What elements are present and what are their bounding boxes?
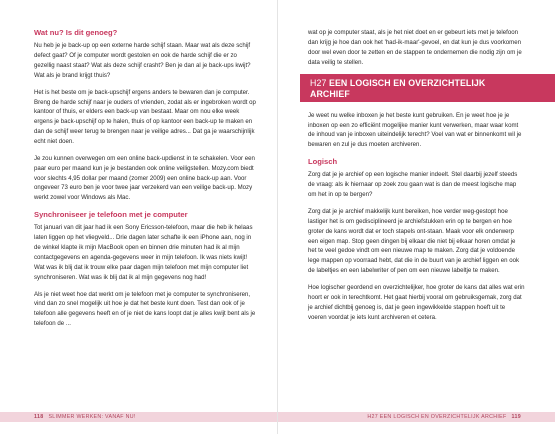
heading-wat-nu: Wat nu? Is dit genoeg? (34, 28, 118, 37)
paragraph: Je zou kunnen overwegen om een online back-updienst in te schakelen. Voor een paar euro per maand kun je je bestanden ook online veiligstellen. Mozy.com biedt voor slechts 4,95 dollar per maand (zomer 2009) een online back-up aan. Voor ongeveer 73 euro ben je voor twee jaar verzekerd van een veilige back-up. Mozy werkt zowel voor Windows als Mac. (34, 154, 255, 202)
paragraph: Nu heb je je back-up op een externe harde schijf staan. Maar wat als deze schijf defect gaat? Of je computer wordt gestolen en ook de harde schijf die er zo gezellig naast staat? Wat als deze schijf crasht? Ben je dan al je back-ups kwijt? Wat als je brand krijgt thuis? (34, 42, 251, 79)
paragraph: Als je niet weet hoe dat werkt om je telefoon met je computer te synchroniseren, vind dan zo snel mogelijk uit hoe je dat het beste kunt doen. Test dan ook of je telefoon alle gegevens heeft en of je niet de kans loopt dat je alles kwijt bent als je telefoon de ... (34, 290, 256, 328)
paragraph: Wat was ik blij dat ik trouw elke paar dagen mijn telefoon met mijn computer liet synchroniseren. Wat was ik blij dat ik al mijn gegevens nog had! (34, 263, 249, 281)
running-title-left: SLIMMER WERKEN: VANAF NU! (48, 414, 136, 420)
page-number-left: 118 (34, 414, 44, 420)
chapter-number: H27 (310, 78, 327, 89)
chapter-title-line-1: EEN LOGISCH EN OVERZICHTELIJK (329, 78, 486, 89)
paragraph: Hoe logischer geordend en overzichtelijker, hoe groter de kans dat alles wat erin hoort er ook in terechtkomt. Het gaat hierbij vooral om gebruiksgemak, zorg dat je archief dichtbij genoeg is, dat je geen ingewikkelde stappen hoeft uit te voeren voordat je iets kunt archiveren et cetera. (308, 283, 525, 321)
paragraph: Zorg dat je je archief op een logische manier indeelt. Stel daarbij jezelf steeds de vraag: als ik hiernaar op zoek zou gaan wat is dan de meest logische map om het in op te bergen? (308, 171, 518, 199)
left-footer (0, 412, 277, 422)
paragraph: Zorg dat je je archief makkelijk kunt bereiken, hoe verder weg-gestopt hoe lastiger het is om gedisciplineerd je archiefstukken erin op te bergen en hoe groter de kans wordt dat er toch stapels ont-staan. Maak voor elk onderwerp een eigen map. Stop geen dingen bij elkaar die niet bij elkaar horen omdat je het te veel gedoe vindt om een nieuwe map te maken. Zorg dat je voldoende lege mappen op voorraad hebt, dat die in de buurt van je archief liggen en ook de labeltjes en een labelwriter of pen om een nieuwe labeltje te maken. (308, 207, 520, 275)
chapter-heading (300, 74, 555, 101)
paragraph: Tot januari van dit jaar had ik een Sony Ericsson-telefoon, maar die heb ik helaas laten liggen op het vliegveld... Drie dagen later schafte ik een iPhone aan, nog in de winkel klapte ik mijn MacBook open en binnen drie minuten had ik al mijn contactgegevens en agenda-gegevens weer in mijn telefoon. Ik was niets kwijt! (34, 224, 253, 261)
page-number-right: 119 (511, 414, 521, 420)
left-page (0, 0, 277, 434)
heading-logisch: Logisch (308, 157, 338, 167)
paragraph: wat op je computer staat, als je het niet doet en er gebeurt iets met je telefoon dan krijg je hoe dan ook het 'had-ik-maar'-gevoel, en dat kun je dus voorkomen door wel even door te zetten en de stappen te ondernemen die nodig zijn om je data veilig te stellen. (308, 29, 522, 66)
heading-synchroniseer: Synchroniseer je telefoon met je computer (34, 210, 188, 220)
chapter-title-line-2: ARCHIEF (310, 88, 350, 99)
running-title-right: H27 EEN LOGISCH EN OVERZICHTELIJK ARCHIEF (367, 414, 507, 420)
paragraph: Het is het beste om je back-upschijf ergens anders te bewaren dan je computer. Breng de harde schijf naar je ouders of vrienden, zodat als er ingebroken wordt op kantoor of thuis, er elders een back-up van bestaat. Maar om nou elke week ergens je back-upschijf op te halen, thuis of op kantoor een back-up te maken en dan de schijf weer terug te brengen naar je veilige adres... Dat ga je waarschijnlijk echt niet doen. (34, 88, 256, 145)
paragraph: Je weet nu welke inboxen je het beste kunt gebruiken. En je weet hoe je je inboxen op een zo efficiënt mogelijke manier kunt verwerken, maar waar komt de inhoud van je inboxen uiteindelijk terecht? Voel van wat er binnenkomt wil je bewaren en zul je dus moeten archiveren. (308, 111, 522, 149)
right-page (278, 0, 555, 434)
right-footer (278, 412, 555, 422)
